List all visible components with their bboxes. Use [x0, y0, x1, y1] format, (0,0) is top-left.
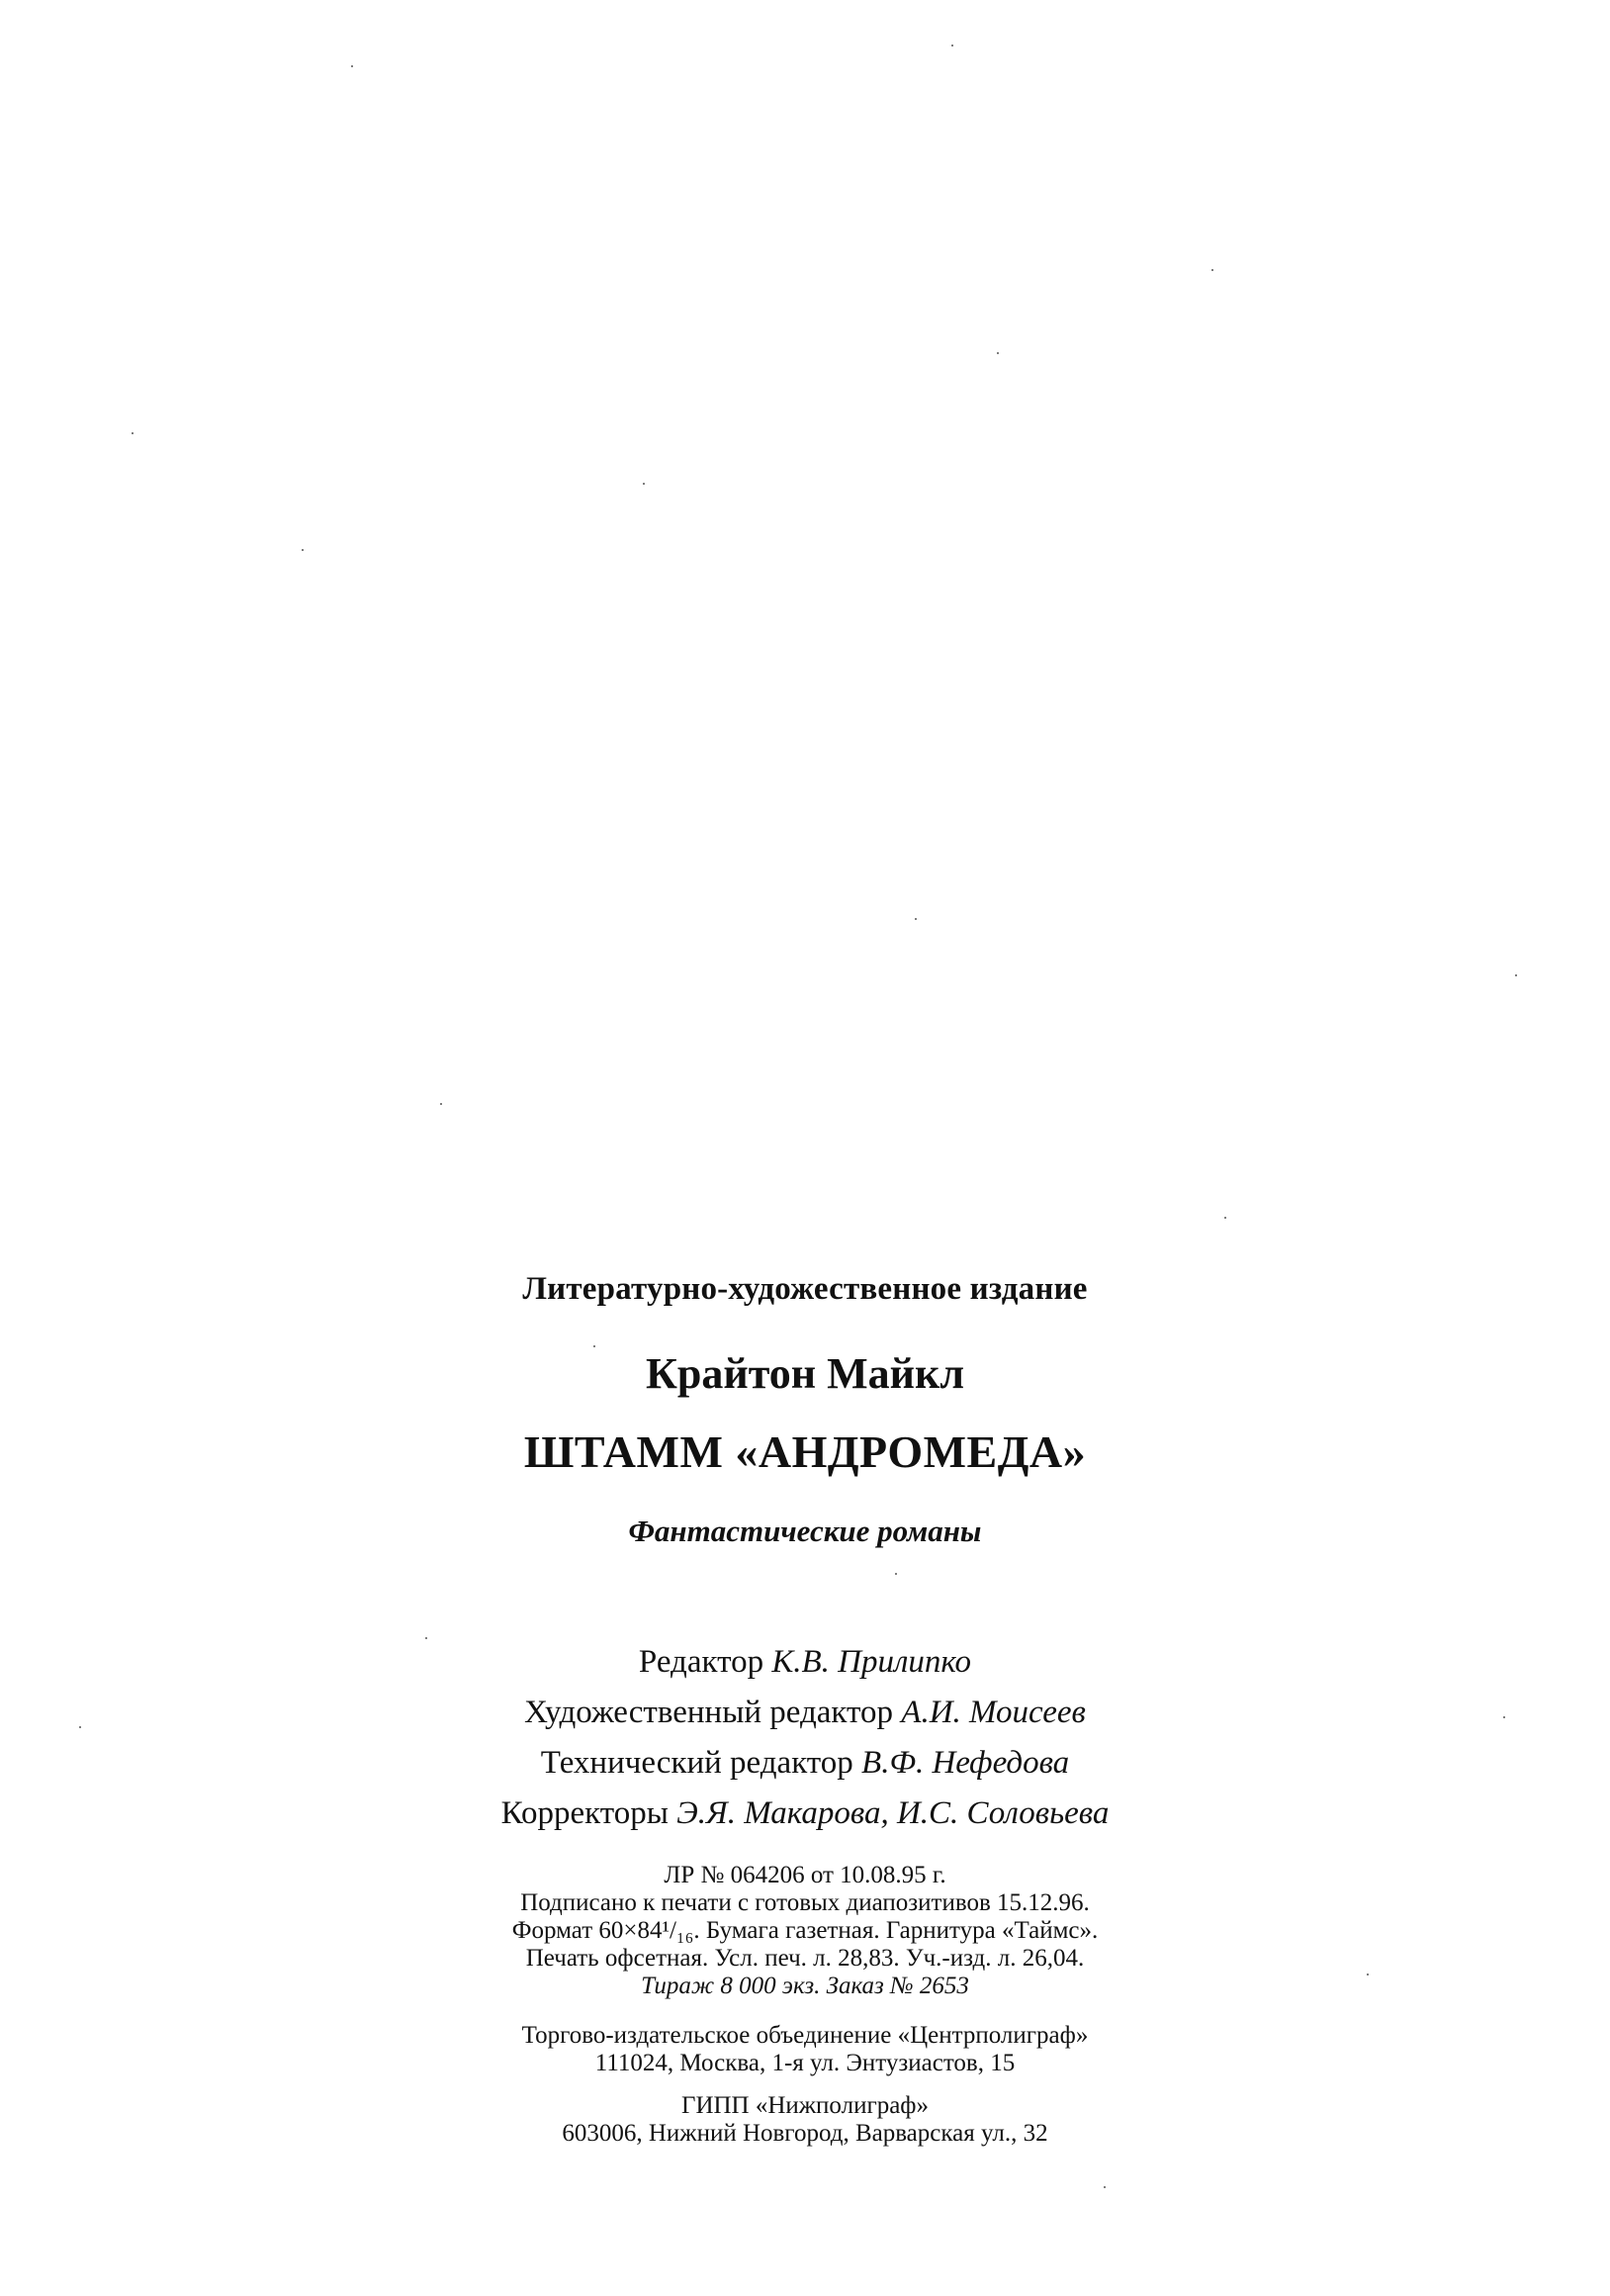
- publisher-name: Торгово-издательское объединение «Центрполиграф»: [521, 2022, 1089, 2049]
- credits-block: [0, 1637, 1610, 1839]
- book-subtitle: Фантастические романы: [628, 1514, 982, 1548]
- credit-proofreaders: [0, 1789, 1610, 1839]
- publisher-address: 111024, Москва, 1-я ул. Энтузиастов, 15: [594, 2050, 1016, 2076]
- credit-editor: [0, 1637, 1610, 1688]
- imprint-format: Формат 60×84¹/₁₆. Бумага газетная. Гарнитура «Таймс».: [511, 1917, 1099, 1944]
- printer-address: 603006, Нижний Новгород, Варварская ул., 32: [562, 2120, 1048, 2147]
- credit-role: Технический редактор: [540, 1745, 853, 1781]
- imprint-block: [0, 1862, 1610, 2000]
- printer-block: [0, 2092, 1610, 2148]
- imprint-run: Тираж 8 000 экз. Заказ № 2653: [641, 1973, 969, 1999]
- credit-role: Художественный редактор: [524, 1695, 894, 1730]
- credit-role: Корректоры: [500, 1795, 669, 1831]
- imprint-signed: Подписано к печати с готовых диапозитивов 15.12.96.: [520, 1889, 1090, 1916]
- credit-art-editor: [0, 1688, 1610, 1738]
- author-name: Крайтон Майкл: [645, 1349, 965, 1398]
- edition-type: Литературно-художественное издание: [522, 1271, 1088, 1307]
- credit-person: Э.Я. Макарова, И.С. Соловьева: [676, 1795, 1110, 1831]
- book-title: ШТАММ «АНДРОМЕДА»: [523, 1426, 1087, 1477]
- credit-person: А.И. Моисеев: [901, 1695, 1086, 1730]
- printer-name: ГИПП «Нижполиграф»: [680, 2092, 930, 2119]
- imprint-printing: Печать офсетная. Усл. печ. л. 28,83. Уч.-изд. л. 26,04.: [525, 1945, 1085, 1972]
- credit-person: В.Ф. Нефедова: [861, 1745, 1070, 1781]
- publisher-block: [0, 2022, 1610, 2077]
- imprint-license: ЛР № 064206 от 10.08.95 г.: [664, 1862, 946, 1888]
- credit-person: К.В. Прилипко: [771, 1644, 972, 1680]
- credit-technical-editor: [0, 1738, 1610, 1789]
- credit-role: Редактор: [638, 1644, 764, 1680]
